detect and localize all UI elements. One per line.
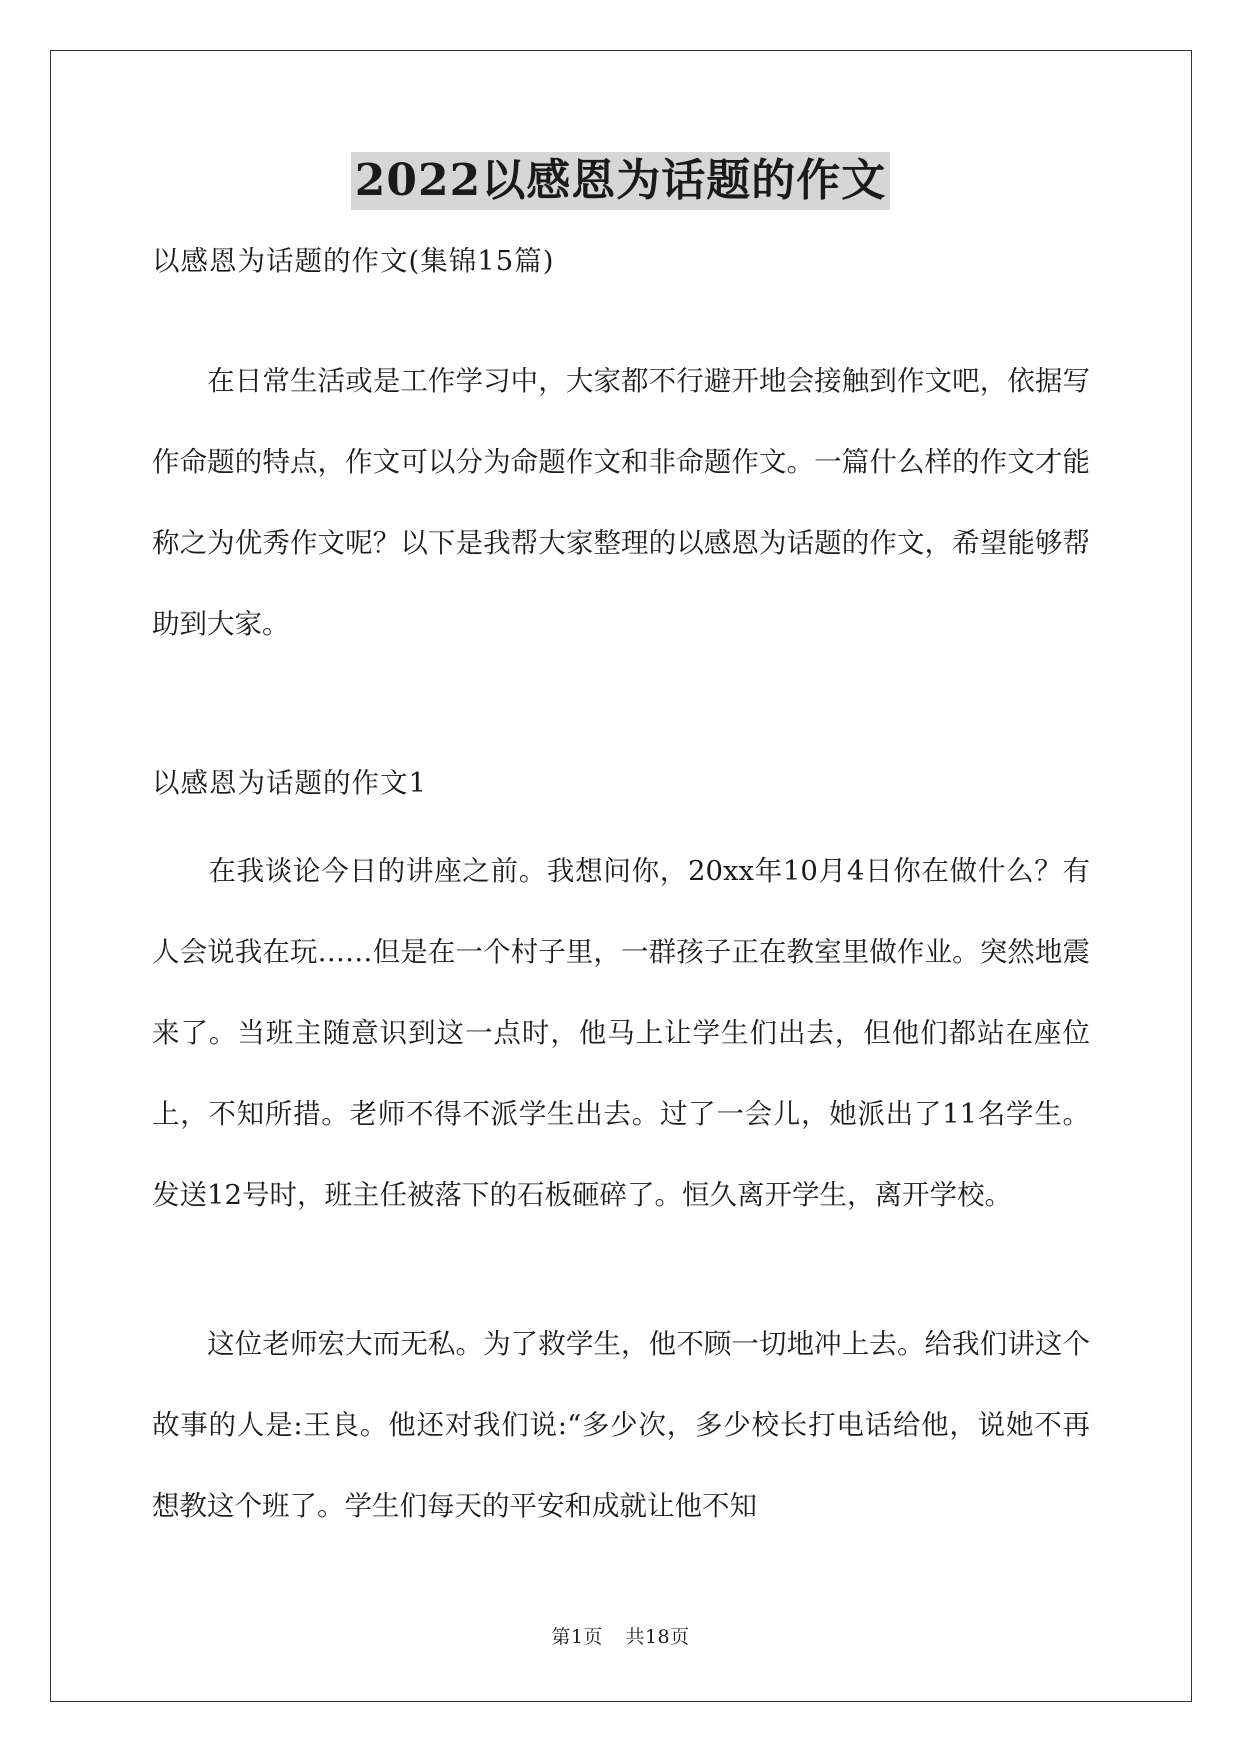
- document-subtitle: 以感恩为话题的作文(集锦15篇): [152, 245, 555, 277]
- section-paragraph-2: 这位老师宏大而无私。为了救学生，他不顾一切地冲上去。给我们讲这个故事的人是:王良。他还对我们说:“多少次，多少校长打电话给他，说她不再想教这个班了。学生们每天的平安和成就让他不知: [152, 1328, 1090, 1522]
- page-number-total: 共18页: [625, 1626, 690, 1648]
- section-paragraph-1: 在我谈论今日的讲座之前。我想问你，20xx年10月4日你在做什么？有人会说我在玩……但是在一个村子里，一群孩子正在教室里做作业。突然地震来了。当班主随意识到这一点时，他马上让学生们出去，但他们都站在座位上，不知所措。老师不得不派学生出去。过了一会儿，她派出了11名学生。发送12号时，班主任被落下的石板砸碎了。恒久离开学生，离开学校。: [152, 855, 1090, 1211]
- page-number-current: 第1页: [551, 1626, 603, 1648]
- intro-paragraph: 在日常生活或是工作学习中，大家都不行避开地会接触到作文吧，依据写作命题的特点，作文可以分为命题作文和非命题作文。一篇什么样的作文才能称之为优秀作文呢？以下是我帮大家整理的以感恩为话题的作文，希望能够帮助到大家。: [152, 365, 1090, 640]
- document-title: 2022以感恩为话题的作文: [351, 152, 890, 210]
- section-heading: 以感恩为话题的作文1: [152, 767, 427, 799]
- page-footer: [0, 1622, 1241, 1649]
- title-container: [0, 152, 1241, 210]
